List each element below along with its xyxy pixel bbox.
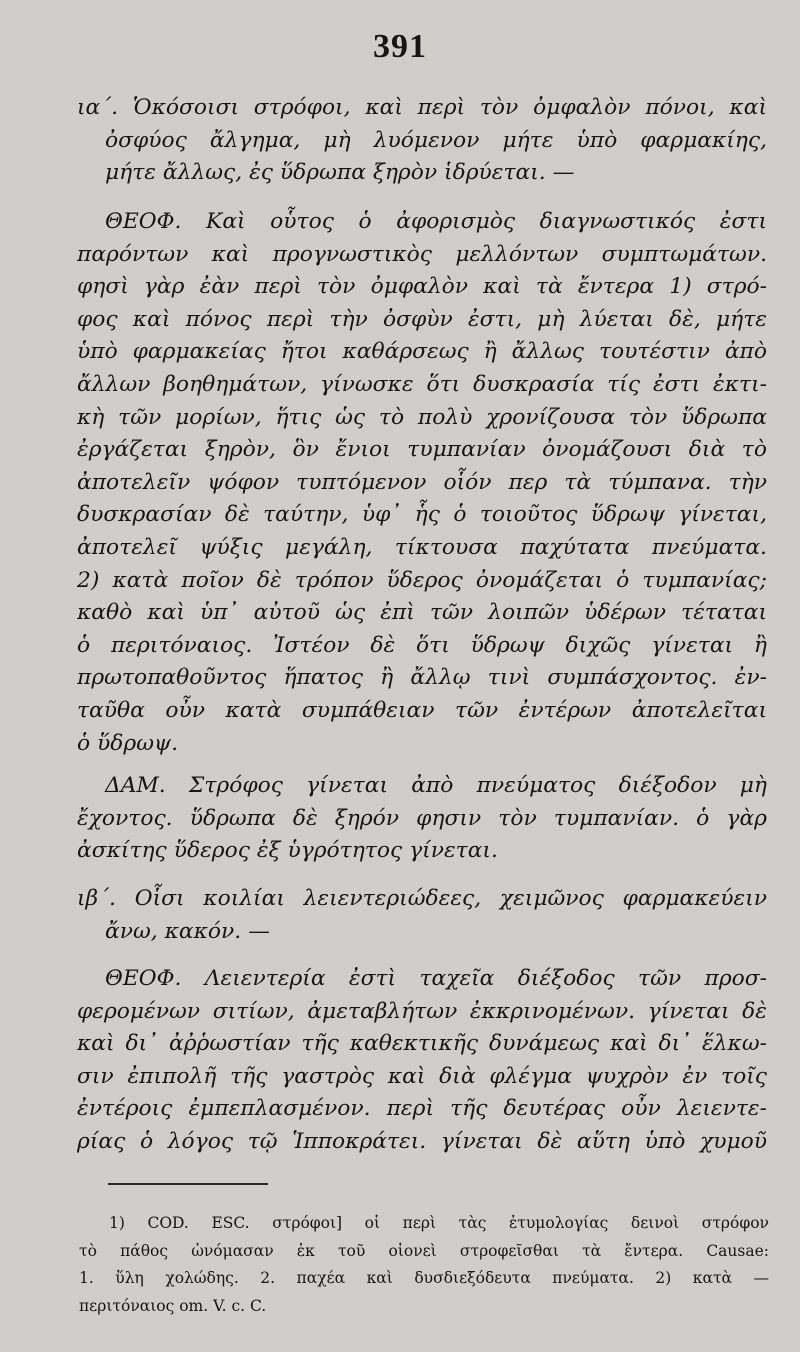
text-line: ἀποτελεῖν ψόφον τυπτόμενον οἷόν περ τὰ τύμπανα. τὴν xyxy=(77,469,767,495)
text-line: ἐργάζεται ξηρὸν, ὃν ἔνιοι τυμπανίαν ὀνομάζουσι διὰ τὸ xyxy=(77,437,767,463)
text-line: ιβ΄. Οἷσι κοιλίαι λειεντεριώδεες, χειμῶνος φαρμακεύειν xyxy=(77,886,767,911)
theoph-commentary-1 xyxy=(77,206,767,760)
text-line: καὶ δι᾽ ἀῤῥωστίαν τῆς καθεκτικῆς δυνάμεως καὶ δι᾽ ἕλκω- xyxy=(77,1031,767,1057)
footnote-line: 1. ὕλη χολώδης. 2. παχέα καὶ δυσδιεξόδευτα πνεύματα. 2) κατὰ — xyxy=(79,1269,769,1287)
text-line: ἔχοντος. ὕδρωπα δὲ ξηρόν φησιν τὸν τυμπανίαν. ὁ γὰρ xyxy=(77,805,767,831)
text-line: μήτε ἄλλως, ἐς ὕδρωπα ξηρὸν ἱδρύεται. — xyxy=(105,160,575,186)
text-line: ΘΕΟΦ. Καὶ οὗτος ὁ ἀφορισμὸς διαγνωστικός ἐστι xyxy=(105,209,767,234)
text-line: ἄλλων βοηθημάτων, γίνωσκε ὅτι δυσκρασία τίς ἐστι ἐκτι- xyxy=(77,371,767,397)
text-line: ὀσφύος ἄλγημα, μὴ λυόμενον μήτε ὑπὸ φαρμακίης, xyxy=(105,127,767,153)
text-line: φος καὶ πόνος περὶ τὴν ὀσφὺν ἐστι, μὴ λύεται δὲ, μήτε xyxy=(77,306,767,332)
dam-commentary xyxy=(77,770,767,868)
text-line: ταῦθα οὖν κατὰ συμπάθειαν τῶν ἐντέρων ἀποτελεῖται xyxy=(77,697,767,723)
text-line: καθὸ καὶ ὑπ᾽ αὐτοῦ ὡς ἐπὶ τῶν λοιπῶν ὑδέρων τέταται xyxy=(77,600,767,626)
text-line: ὁ περιτόναιος. Ἰστέον δὲ ὅτι ὕδρωψ διχῶς γίνεται ἢ xyxy=(77,632,767,658)
footnote-line: 1) COD. ESC. στρόφοι] οἱ περὶ τὰς ἐτυμολογίας δεινοὶ στρόφον xyxy=(109,1214,769,1232)
page-number: 391 xyxy=(373,28,427,65)
footnote-line: περιτόναιος om. V. c. C. xyxy=(79,1296,267,1315)
text-line: ΔΑΜ. Στρόφος γίνεται ἀπὸ πνεύματος διέξοδον μὴ xyxy=(105,773,767,798)
text-line: ὁ ὕδρωψ. xyxy=(77,730,179,756)
text-line: ὑπὸ φαρμακείας ἤτοι καθάρσεως ἢ ἄλλως τουτέστιν ἀπὸ xyxy=(77,339,767,365)
text-line: ἀσκίτης ὕδερος ἐξ ὑγρότητος γίνεται. xyxy=(77,838,498,864)
text-line: ἄνω, κακόν. — xyxy=(105,918,270,944)
text-line: ρίας ὁ λόγος τῷ Ἱπποκράτει. γίνεται δὲ αὕτη ὑπὸ χυμοῦ xyxy=(77,1128,767,1154)
theoph-commentary-2 xyxy=(77,963,767,1159)
footnotes xyxy=(79,1210,769,1320)
text-line: ια΄. Ὁκόσοισι στρόφοι, καὶ περὶ τὸν ὀμφαλὸν πόνοι, καὶ xyxy=(77,95,767,120)
text-line: παρόντων καὶ προγνωστικὸς μελλόντων συμπτωμάτων. xyxy=(77,241,767,267)
aphorism-12 xyxy=(77,883,767,948)
text-line: ἐντέροις ἐμπεπλασμένον. περὶ τῆς δευτέρας οὖν λειεντε- xyxy=(77,1096,767,1122)
text-line: 2) κατὰ ποῖον δὲ τρόπον ὕδερος ὀνομάζεται ὁ τυμπανίας; xyxy=(77,567,767,593)
text-line: φερομένων σιτίων, ἀμεταβλήτων ἐκκρινομένων. γίνεται δὲ xyxy=(77,998,767,1024)
footnote-divider xyxy=(108,1183,268,1185)
text-line: ΘΕΟΦ. Λειεντερία ἐστὶ ταχεῖα διέξοδος τῶν προσ- xyxy=(105,966,767,991)
text-line: δυσκρασίαν δὲ ταύτην, ὑφ᾽ ἧς ὁ τοιοῦτος ὕδρωψ γίνεται, xyxy=(77,502,767,528)
text-line: φησὶ γὰρ ἐὰν περὶ τὸν ὀμφαλὸν καὶ τὰ ἔντερα 1) στρό- xyxy=(77,274,767,300)
text-line: πρωτοπαθοῦντος ἥπατος ἢ ἄλλῳ τινὶ συμπάσχοντος. ἐν- xyxy=(77,665,767,691)
footnote-line: τὸ πάθος ὠνόμασαν ἐκ τοῦ οἱονεὶ στροφεῖσθαι τὰ ἔντερα. Causae: xyxy=(79,1241,769,1260)
text-line: σιν ἐπιπολῆ τῆς γαστρὸς καὶ διὰ φλέγμα ψυχρὸν ἐν τοῖς xyxy=(77,1063,767,1089)
text-line: ἀποτελεῖ ψύξις μεγάλη, τίκτουσα παχύτατα πνεύματα. xyxy=(77,534,767,560)
aphorism-11 xyxy=(77,92,767,190)
text-line: κὴ τῶν μορίων, ἥτις ὡς τὸ πολὺ χρονίζουσα τὸν ὕδρωπα xyxy=(77,404,767,430)
